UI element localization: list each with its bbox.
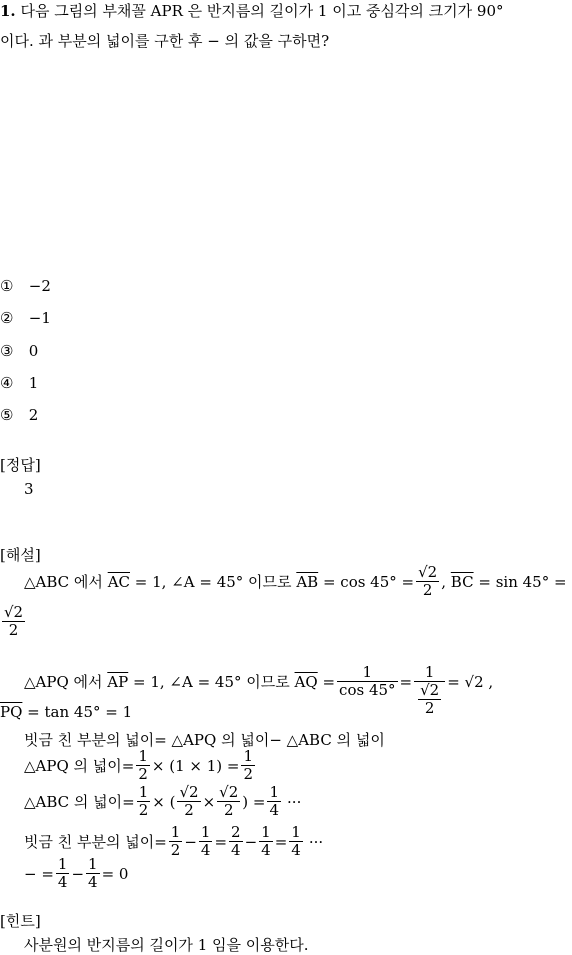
denominator: 4 bbox=[231, 841, 241, 859]
denominator: 2 bbox=[424, 699, 435, 717]
numerator: 1 bbox=[200, 823, 211, 841]
fraction-sqrt2-over-2 bbox=[2, 604, 25, 639]
option-text: −2 bbox=[28, 277, 51, 295]
text: = bbox=[274, 832, 288, 851]
option-2[interactable] bbox=[0, 309, 51, 327]
denominator: 4 bbox=[57, 873, 68, 891]
explanation-line-5: 빗금 친 부분의 넓이= △APQ 의 넓이− △ABC 의 넓이 bbox=[24, 731, 385, 749]
numerator: 1 bbox=[243, 747, 254, 765]
text: = cos 45° = bbox=[322, 572, 415, 591]
question-number: 1. bbox=[0, 2, 16, 20]
text: △APQ 에서 bbox=[24, 673, 103, 691]
hint-label: [힌트] bbox=[0, 912, 41, 930]
question-line-1 bbox=[0, 0, 504, 22]
text: = bbox=[399, 672, 413, 691]
hint-text: 사분원의 반지름의 길이가 1 임을 이용한다. bbox=[24, 936, 309, 954]
inner-fraction bbox=[418, 682, 441, 717]
fraction-2-over-4 bbox=[229, 824, 243, 859]
text: = 1, ∠A = 45° 이므로 bbox=[133, 673, 290, 691]
numerator: √2 bbox=[4, 603, 24, 621]
numerator: 1 bbox=[269, 783, 280, 801]
option-number: ③ bbox=[0, 342, 14, 360]
fraction-sqrt2-over-2 bbox=[177, 784, 200, 819]
denominator: 4 bbox=[291, 841, 301, 859]
option-number: ⑤ bbox=[0, 406, 14, 424]
text: = tan 45° = 1 bbox=[27, 703, 133, 721]
numerator: 1 bbox=[138, 747, 148, 765]
numerator: 1 bbox=[261, 823, 271, 841]
denominator: 2 bbox=[243, 765, 254, 783]
text: = bbox=[322, 672, 336, 691]
denominator: 2 bbox=[223, 801, 234, 819]
text: − bbox=[244, 832, 258, 851]
denominator: 2 bbox=[422, 581, 433, 599]
option-4[interactable] bbox=[0, 374, 38, 392]
segment-ap: $\overline{AP}$ bbox=[107, 672, 129, 691]
text: = 1, ∠A = 45° 이므로 bbox=[134, 573, 292, 591]
option-text: −1 bbox=[28, 309, 51, 327]
text: − = bbox=[24, 864, 54, 883]
explanation-line-4 bbox=[0, 703, 132, 721]
denominator: 2 bbox=[170, 841, 181, 859]
text: × ( bbox=[152, 792, 176, 811]
option-5[interactable] bbox=[0, 406, 38, 424]
text: , bbox=[441, 572, 447, 591]
explanation-line-1 bbox=[24, 564, 567, 599]
numerator: 1 bbox=[414, 664, 445, 682]
denominator: 4 bbox=[200, 841, 211, 859]
numerator: √2 bbox=[219, 783, 239, 801]
fraction-sqrt2-over-2 bbox=[416, 564, 439, 599]
option-number: ② bbox=[0, 309, 14, 327]
denominator: 4 bbox=[269, 801, 280, 819]
explanation-line-2 bbox=[0, 604, 27, 639]
fraction-1-over-sqrt2-over-2 bbox=[414, 664, 445, 717]
denominator: 2 bbox=[184, 801, 194, 819]
denominator: 2 bbox=[138, 801, 149, 819]
numerator: 1 bbox=[291, 823, 301, 841]
text: = bbox=[214, 832, 228, 851]
explanation-line-6 bbox=[24, 748, 257, 783]
fraction-sqrt2-over-2 bbox=[217, 784, 240, 819]
segment-pq: $\overline{PQ}$ bbox=[0, 703, 23, 721]
answer-label: [정답] bbox=[0, 456, 41, 474]
fraction-1-over-4 bbox=[86, 856, 100, 891]
denominator: cos 45° bbox=[339, 681, 396, 699]
numerator: 1 bbox=[88, 855, 98, 873]
numerator: √2 bbox=[418, 563, 438, 581]
numerator: √2 bbox=[179, 783, 199, 801]
segment-ab: $\overline{AB}$ bbox=[296, 572, 319, 591]
text: ) = bbox=[242, 792, 266, 811]
explanation-line-7 bbox=[24, 784, 301, 819]
text: △ABC 에서 bbox=[24, 573, 103, 591]
text: ··· bbox=[287, 792, 302, 811]
numerator: 1 bbox=[170, 823, 181, 841]
option-number: ① bbox=[0, 277, 14, 295]
text: − bbox=[71, 864, 85, 883]
option-text: 1 bbox=[28, 374, 39, 392]
text: ··· bbox=[308, 832, 324, 851]
option-text: 0 bbox=[28, 342, 39, 360]
text: △APQ 의 넓이= bbox=[24, 757, 135, 775]
fraction-1-over-2 bbox=[137, 784, 151, 819]
numerator: 1 bbox=[138, 783, 149, 801]
question-text-1: 다음 그림의 부채꼴 APR 은 반지름의 길이가 1 이고 중심각의 크기가 90° bbox=[20, 2, 504, 20]
fraction-1-over-4 bbox=[267, 784, 281, 819]
fraction-1-over-4 bbox=[199, 824, 213, 859]
text: △ABC 의 넓이= bbox=[24, 793, 135, 811]
question-text-2: 이다. 과 부분의 넓이를 구한 후 − 의 값을 구하면? bbox=[0, 32, 330, 50]
fraction-1-over-4 bbox=[289, 824, 303, 859]
segment-bc: $\overline{BC}$ bbox=[450, 572, 474, 591]
fraction-1-over-4 bbox=[56, 856, 70, 891]
fraction-1-over-4 bbox=[259, 824, 273, 859]
segment-ac: $\overline{AC}$ bbox=[107, 572, 130, 591]
text: = sin 45° = bbox=[478, 572, 567, 591]
fraction-1-over-2 bbox=[241, 748, 255, 783]
numerator: √2 bbox=[420, 681, 440, 699]
explanation-line-8 bbox=[24, 824, 323, 859]
denominator: 2 bbox=[8, 621, 19, 639]
numerator: 1 bbox=[57, 855, 68, 873]
explanation-line-9 bbox=[24, 856, 128, 891]
text: 빗금 친 부분의 넓이= bbox=[24, 833, 167, 851]
numerator: 2 bbox=[231, 823, 241, 841]
option-text: 2 bbox=[28, 406, 39, 424]
text: × bbox=[202, 792, 216, 811]
text: = 0 bbox=[101, 864, 129, 883]
option-number: ④ bbox=[0, 374, 14, 392]
numerator: 1 bbox=[337, 664, 397, 682]
question-line-2 bbox=[0, 30, 329, 52]
text: − bbox=[184, 832, 197, 851]
denominator bbox=[414, 682, 445, 717]
answer-value: 3 bbox=[24, 480, 34, 498]
explanation-label: [해설] bbox=[0, 546, 41, 564]
denominator: 4 bbox=[88, 873, 98, 891]
denominator: 4 bbox=[261, 841, 271, 859]
segment-aq: $\overline{AQ}$ bbox=[294, 672, 318, 691]
fraction-1-over-cos45 bbox=[337, 664, 397, 699]
text: × (1 × 1) = bbox=[151, 756, 240, 775]
fraction-1-over-2 bbox=[136, 748, 150, 783]
option-1[interactable] bbox=[0, 277, 51, 295]
denominator: 2 bbox=[138, 765, 148, 783]
fraction-1-over-2 bbox=[169, 824, 183, 859]
text: = √2 , bbox=[447, 672, 494, 691]
option-3[interactable] bbox=[0, 342, 38, 360]
